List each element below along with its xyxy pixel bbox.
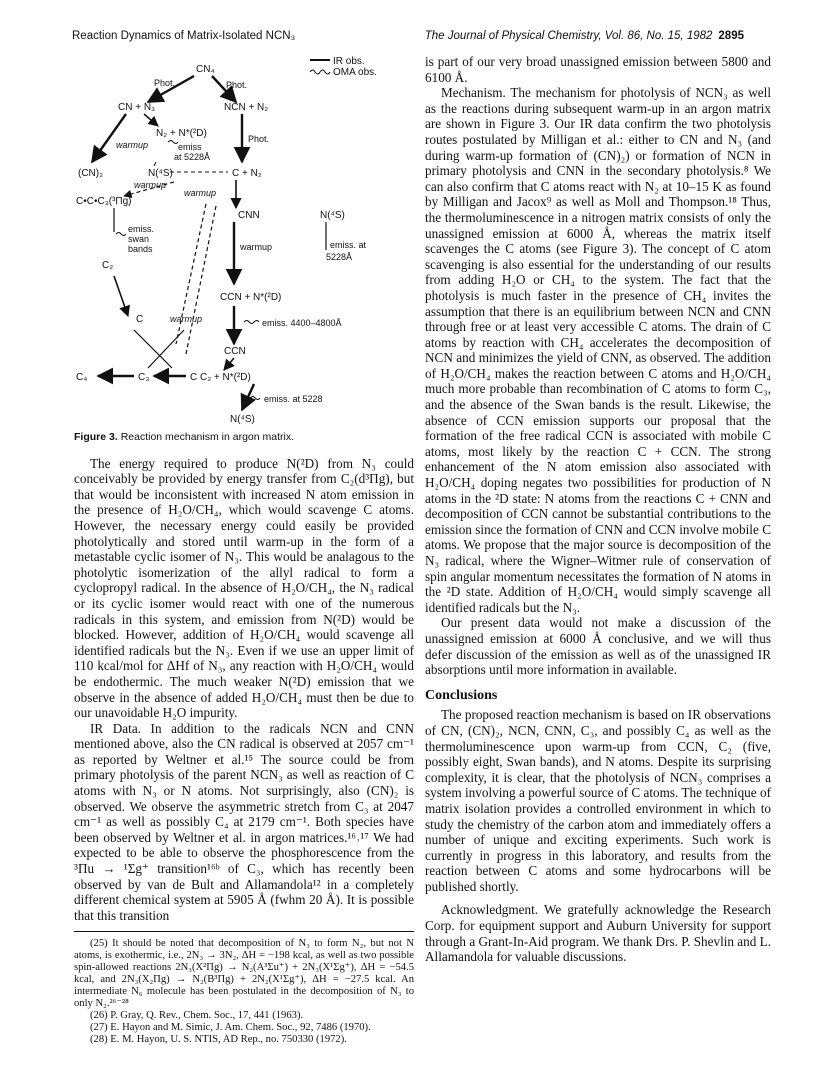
node-n4s-1: N(⁴S) (148, 168, 173, 179)
paragraph-continued: is part of our very broad unassigned emission between 5800 and 6100 Å. (425, 54, 771, 85)
paragraph-present-data: Our present data would not make a discussion of the unassigned emission at 6000 Å conclusive, and we will thus defer discussion of the emission as well as of the unassigned IR absorptions until more information in available. (425, 615, 771, 678)
label-emiss-1: emiss (178, 142, 202, 152)
reference-26: (26) P. Gray, Q. Rev., Chem. Soc., 17, 441 (1963). (90, 1010, 304, 1022)
legend-oma-line (310, 70, 330, 74)
node-ncn-n2: NCN + N₂ (224, 102, 269, 113)
journal-citation: The Journal of Physical Chemistry, Vol. 86, No. 15, 1982 (424, 30, 713, 42)
node-c3g: C•C•C₃(³Πg) (76, 196, 132, 207)
label-warmup-4: warmup (240, 242, 273, 252)
node-c-n2: C + N₂ (232, 168, 262, 179)
label-warmup-5: warmup (170, 314, 203, 324)
node-n2-n2d: N₂ + N*(²D) (156, 128, 207, 139)
node-ccn: CCN (224, 346, 246, 357)
caption-text: Reaction mechanism in argon matrix. (120, 431, 295, 443)
node-cn2: (CN)₂ (78, 168, 103, 179)
node-c2-n2d: C₂ + N*(²D) (200, 372, 251, 383)
label-swan: swan (128, 234, 150, 244)
footnote-rule (74, 931, 414, 932)
node-cn4: CN₄ (196, 64, 215, 75)
paragraph-ir-data: IR Data. In addition to the radicals NCN and CNN mentioned above, also the CN radical is observed at 2057 cm⁻¹ as reported by Weltner et al.¹⁵ The source could be from primary photolysis of the parent NCN₃ as well as reaction of C atoms with N₃ or N atoms. Not surprisingly, also (CN)₂ is observed. We observe the asymmetric stretch from C₃ at 2047 cm⁻¹ as well as possibly C₄ at 2179 cm⁻¹. Both species have been observed by Weltner et al. in argon matrices.¹⁶˒¹⁷ We had expected to be able to observe the phosphorescence from the ³Πu → ¹Σg⁺ transition¹⁶ᵇ of C₃, which has recently been observed by van de Bult and Allamandola¹² in a completely different chemical system at 5905 Å (fwhm 20 Å). It is possible that this transition (74, 720, 414, 923)
footnote-25: (25) It should be noted that decomposition of N₃ to form N₂, but not N atoms, is exothermic, i.e., 2N₃ → 3N₂, ΔH = −198 kcal, as well as two possible spin-allowed reactions 2N₃(X²Πg) → N₂(A³Σu⁺) + 2N₃(X¹Σg⁺), ΔH = −54.5 kcal, and 2N₃(X₂Πg) → N₂(B³Πg) + 2N₂(X¹Σg⁺), ΔH = −27.5 kcal. An intermediate N₆ molecule has been postulated in the decomposition of N₃ to only N₂.²⁶⁻²⁸ (74, 938, 414, 1010)
label-warmup-1: warmup (116, 140, 149, 150)
reference-27: (27) E. Hayon and M. Simic, J. Am. Chem. Soc., 92, 7486 (1970). (90, 1022, 371, 1034)
label-warmup-2: warmup (134, 180, 167, 190)
node-n4s-2: N(⁴S) (320, 210, 345, 221)
conclusions-heading: Conclusions (425, 687, 498, 703)
node-cnn: CNN (238, 210, 260, 221)
node-c-small: C (136, 314, 144, 325)
oma-mark-swan (116, 233, 126, 236)
left-column (74, 54, 414, 1046)
figure-caption (74, 430, 414, 446)
node-cn-n3: CN + N₃ (118, 102, 156, 113)
arrow-to-cn2 (92, 114, 126, 162)
right-column (425, 54, 771, 965)
node-c: C (190, 372, 198, 383)
arrow-to-n4s-1 (154, 162, 156, 166)
paragraph-acknowledgment: Acknowledgment. We gratefully acknowledge the Research Corp. for equipment support and Auburn University for support through a Grant-In-Aid program. We thank Drs. P. Shevlin and L. Allamandola for valuable discussions. (425, 902, 771, 965)
reaction-mechanism-diagram (74, 54, 414, 426)
reference-28: (28) E. M. Hayon, U. S. NTIS, AD Rep., no. 750330 (1972). (90, 1034, 347, 1046)
label-phot-2: Phot. (226, 80, 248, 90)
label-emiss-swan: emiss. (128, 224, 155, 234)
paragraph-conclusions: The proposed reaction mechanism is based on IR observations of CN, (CN)₂, NCN, CNN, C₃, and possibly C₄ as well as the thermoluminescence upon warm-up from CCN, C₂ (five, possibly eight, Swan bands), and N atoms. Despite its surprising complexity, it is clear, that the photolysis of NCN₃ comprises a system involving a powerful source of C atoms. The technique of matrix isolation provides a controlled environment in which to study the chemistry of the carbon atom and immediately offers a number of unique and exciting experiments. Such work is currently in progress in this laboratory, and results from the reaction between C atoms and some hydrocarbons will be published shortly. (425, 707, 771, 894)
running-header-journal (425, 30, 744, 42)
label-bands: bands (128, 244, 153, 254)
label-phot-1: Phot. (154, 78, 176, 88)
node-n4s-3: N(⁴S) (230, 414, 255, 425)
label-emiss-at: emiss. at (330, 240, 367, 250)
label-5228-2: 5228Å (326, 252, 353, 262)
label-warmup-3: warmup (184, 188, 217, 198)
oma-mark-1 (168, 141, 178, 144)
node-c2: C₂ (102, 260, 114, 271)
arrow-to-n2d (144, 114, 158, 126)
legend-oma-label: OMA obs. (333, 67, 377, 78)
node-ccn-n2d: CCN + N*(²D) (220, 292, 282, 303)
node-c4: C₄ (76, 372, 88, 383)
label-phot-3: Phot. (248, 134, 270, 144)
label-at-5228-1: at 5228Å (174, 152, 211, 162)
oma-mark-n (250, 397, 260, 400)
arrow-ccn-decomp (224, 358, 234, 370)
paragraph-mechanism: Mechanism. The mechanism for photolysis of NCN₃ as well as the reactions during subsequent warm-up in an argon matrix are shown in Figure 3. Our IR data confirm the two photolysis routes postulated by Milligan et al.: either to CN and N₃ (and during warm-up formation of (CN)₂) or formation of NCN in primary photolysis and CNN in the secondary photolysis.⁸ We can also confirm that C atoms react with N₂ at 10–15 K as found by Milligan and Jacox⁹ as well as Moll and Thompson.¹⁸ Thus, the thermoluminescence in a nitrogen matrix consists of only the unassigned emission at 6000 Å, whereas the matrix itself scavenges the C atoms (see Figure 3). The concept of C atom scavenging is also essential for the understanding of our results from adding H₂O or CH₄ to the system. The fact that the photolysis is much faster in the presence of CH₄ invites the assumption that there is an equilibrium between NCN and CNN through free or at least very accessible C atoms. The drain of C atoms by reaction with CH₄ accelerates the decomposition of NCN and minimizes the yield of CNN, as observed. The addition of H₂O/CH₄ makes the reaction between C atoms and H₂O/CH₄ much more probable than recombination of C atoms to form C₃, and the absence of the Swan bands is the result. Likewise, the absence of CCN emission supports our proposal that the formation of the free radical CCN is associated with mobile C atoms, most likely by the reaction C + CCN. The strong enhancement of the N atom emission also associated with H₂O/CH₄ doping negates two possibilities for production of N atoms in the ²D state: N atoms from the reactions C + CNN and decomposition of CCN cannot be substantial contributions to the emission since the formation of CNN and CCN involve mobile C atoms. We propose that the major source is decomposition of the N₃ radical, where the Wigner–Witmer rule of conservation of spin angular momentum necessitates the formation of N atoms in the ²D state. Addition of H₂O/CH₄ would simply scavenge all identified radicals but the N₃. (425, 85, 771, 615)
arrow-c2-warmup (114, 276, 128, 316)
label-emiss-range: emiss. 4400–4800Å (262, 318, 342, 328)
label-emiss-5228-3: emiss. at 5228 (264, 394, 323, 404)
legend-ir-label: IR obs. (333, 56, 365, 67)
paragraph-energy: The energy required to produce N(²D) from N₃ could conceivably be provided by energy transfer from C₂(d³Πg), but that would be inconsistent with increased N atom emission in the presence of H₂O/CH₄, which would scavenge C atoms. However, the necessary energy could easily be provided photolytically and stored until warm-up in the form of a metastable cyclic isomer of N₃. This would be analagous to the photolytic isomerization of the allyl radical to form a cyclopropyl radical. In the absence of H₂O/CH₄, the N₃ radical or its cyclic isomer would react with one of the numerous radicals in this system, and emission from N(²D) would be blocked. However, addition of H₂O/CH₄ would scavenge all identified radicals but the N₃. Even if we use an upper limit of 110 kcal/mol for ΔHf of N₃, any reaction with H₂O/CH₄ would be endothermic. The much weaker N(²D) emission that we observe in the absence of added H₂O/CH₄ must then be due to our unavoidable H₂O impurity. (74, 455, 414, 721)
caption-label: Figure 3. (74, 431, 118, 443)
oma-mark-ccn (244, 321, 259, 324)
page-number: 2895 (718, 30, 744, 42)
running-header-title: Reaction Dynamics of Matrix-Isolated NCN₃ (72, 30, 296, 42)
figure-3 (74, 54, 414, 426)
node-c3: C₃ (138, 372, 150, 383)
